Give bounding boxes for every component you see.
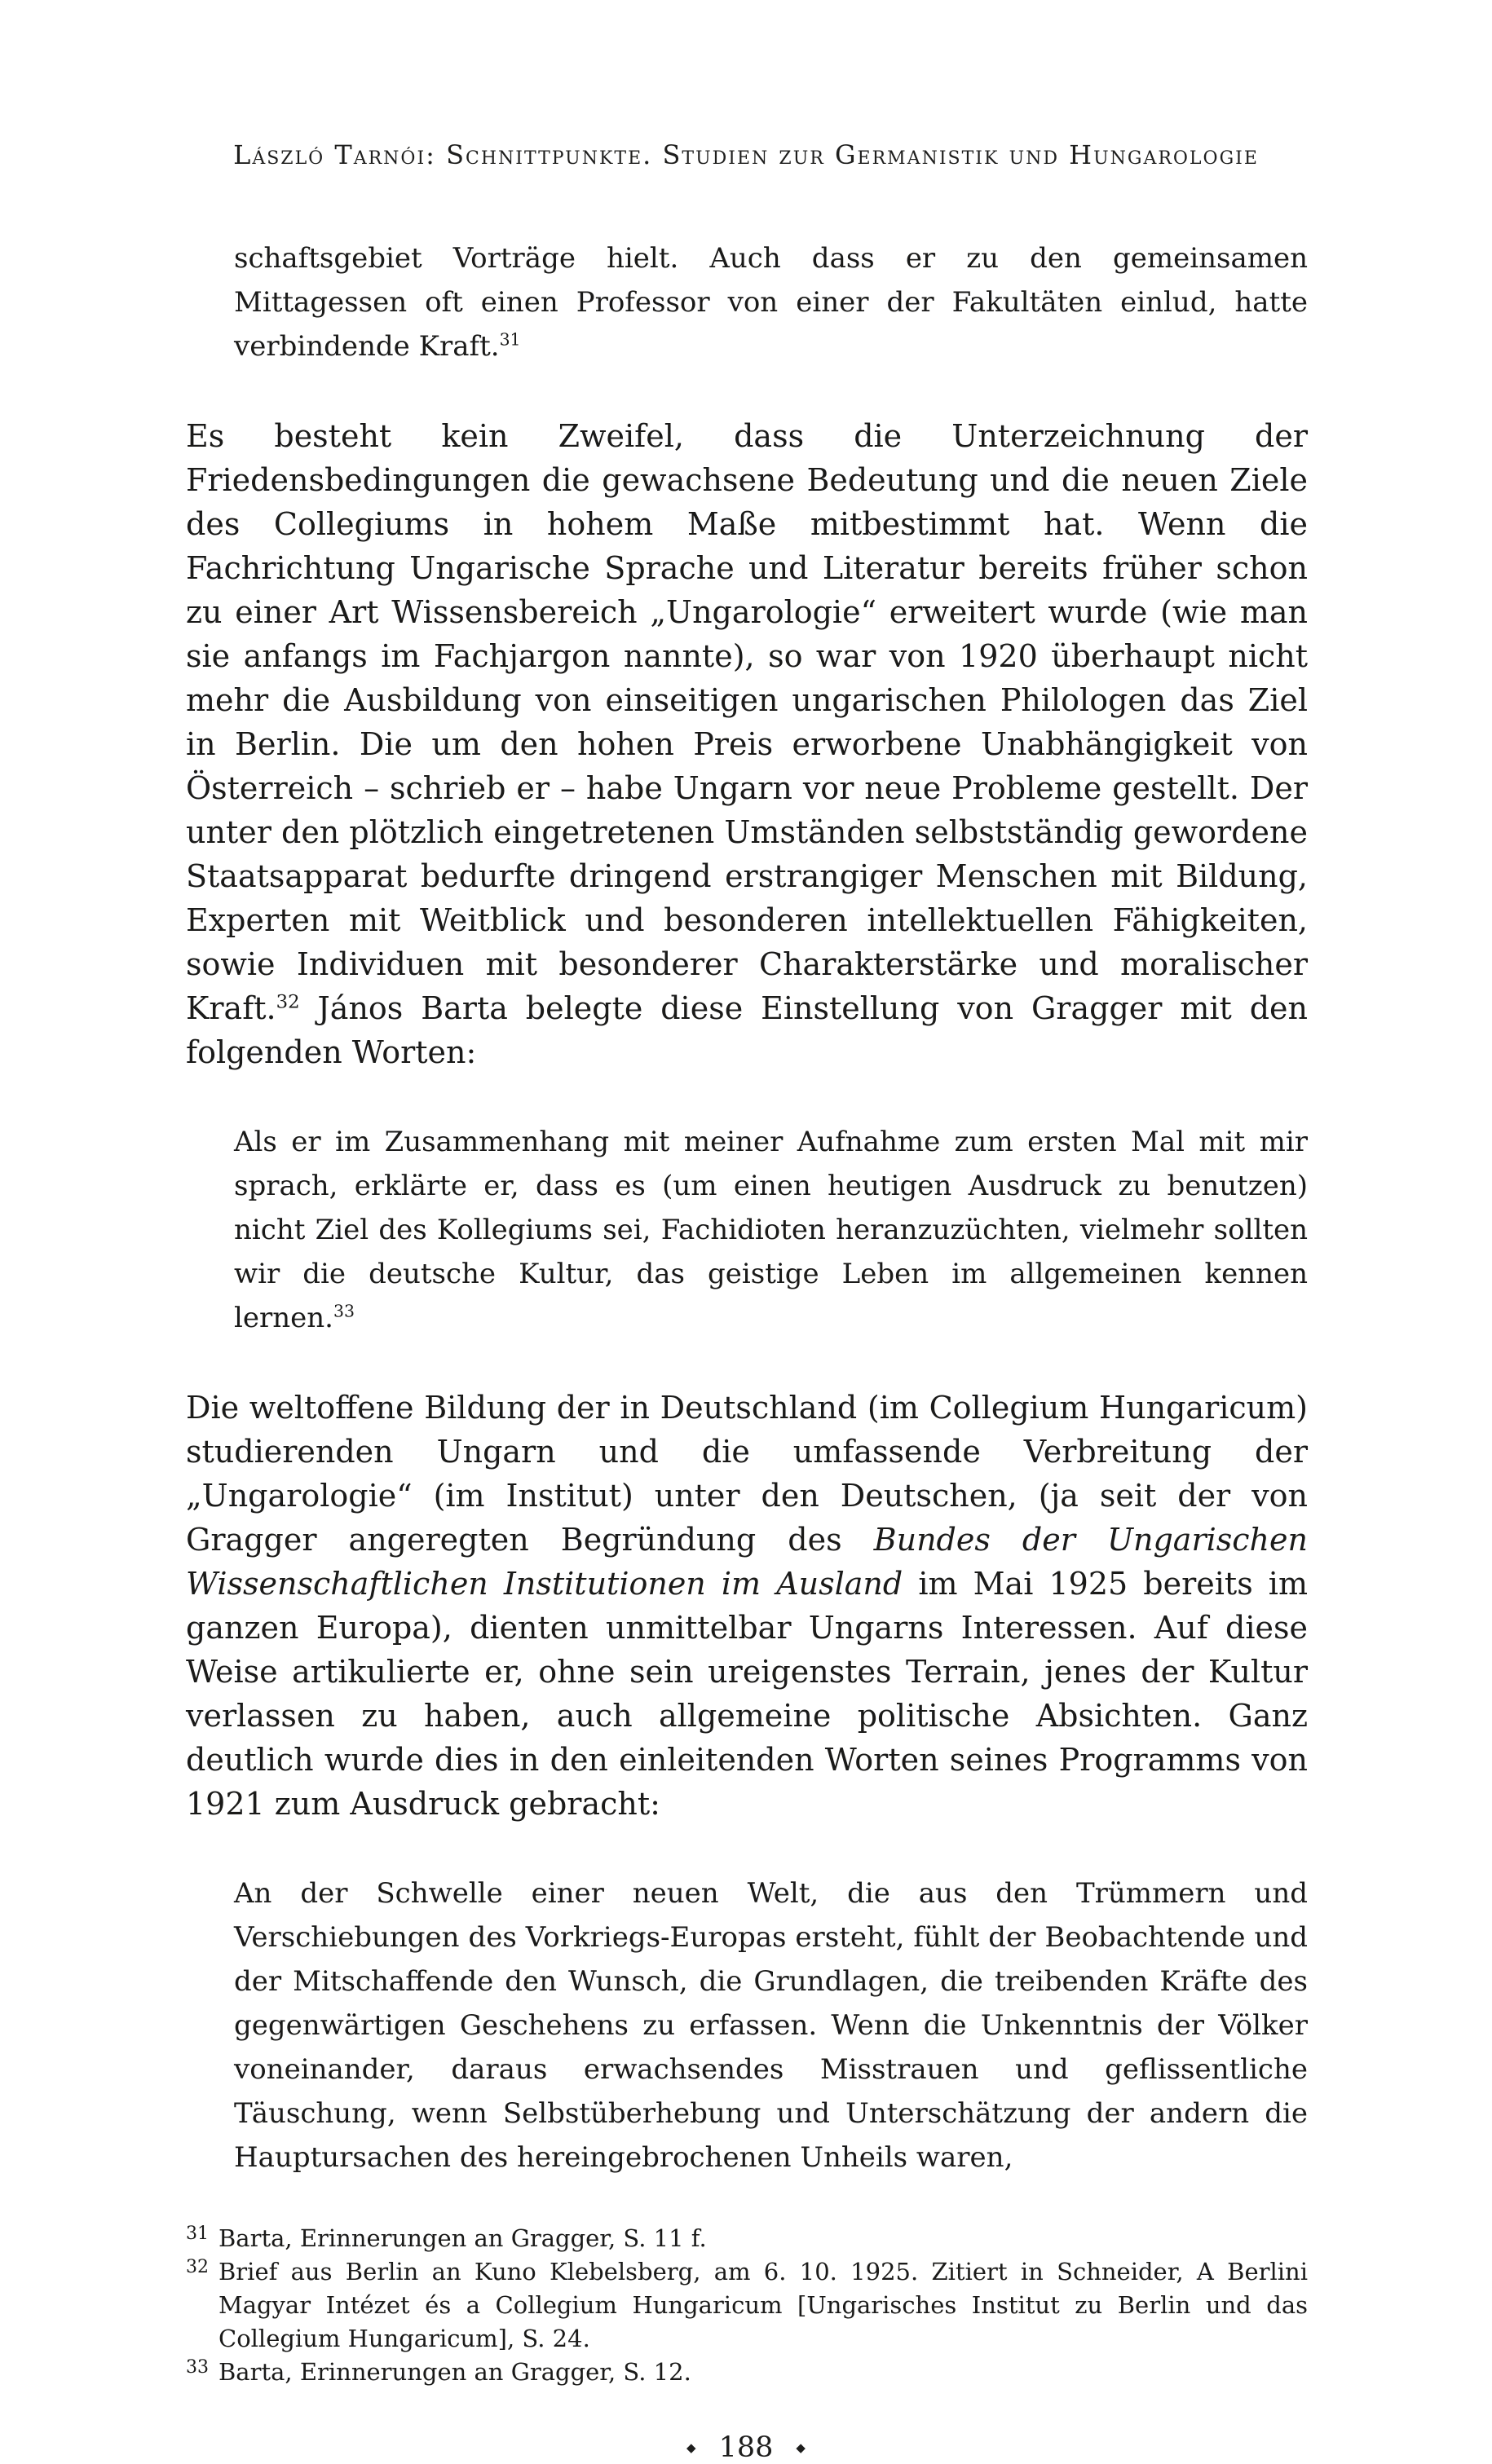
footnote-text: Brief aus Berlin an Kuno Klebelsberg, am 6. 10. 1925. Zitiert in Schneider, A Berlini Magyar Intézet és a Collegium Hungaricum [Ungarisches Institut zu Berlin und das Collegium Hungaricum], S. 24. — [219, 2258, 1308, 2352]
text-run: Die weltoffene Bildung der in Deutschland (im Collegium Hungaricum) studierenden Ungarn und die umfassende Verbreitung der „Ungarologie“ (im Institut) unter den Deutschen, (ja seit der von Gragger angeregten Begründung des — [186, 1390, 1308, 1558]
text-run: János Barta belegte diese Einstellung von Gragger mit den folgenden Worten: — [186, 990, 1308, 1070]
footnotes — [186, 2222, 1308, 2389]
page-footer — [0, 2431, 1492, 2464]
footnote-31 — [186, 2222, 1308, 2255]
footnote-number: 32 — [186, 2257, 209, 2277]
footnote-text: Barta, Erinnerungen an Gragger, S. 11 f. — [219, 2224, 707, 2252]
footnote-number: 31 — [186, 2224, 209, 2244]
text-run: Als er im Zusammenhang mit meiner Aufnahme zum ersten Mal mit mir sprach, erklärte er, dass es (um einen heutigen Ausdruck zu benutzen) nicht Ziel des Kollegiums sei, Fachidioten heranzuzüchten, vielmehr sollten wir die deutsche Kultur, das geistige Leben im allgemeinen kennen lernen. — [234, 1126, 1308, 1334]
block-quote-programm-1921 — [234, 1871, 1308, 2180]
page-number: 188 — [718, 2431, 774, 2464]
text-block — [186, 236, 1308, 2389]
block-quote-barta — [234, 1120, 1308, 1340]
text-run: im Mai 1925 bereits im ganzen Europa), dienten unmittelbar Ungarns Interessen. Auf diese Weise artikulierte er, ohne sein ureigenstes Terrain, jenes der Kultur verlassen zu haben, auch allgemeine politische Absichten. Ganz deutlich wurde dies in den einleitenden Worten seines Programms von 1921 zum Ausdruck gebracht: — [186, 1566, 1308, 1822]
footnote-ref-32: 32 — [276, 991, 300, 1013]
footnote-number: 33 — [186, 2357, 209, 2378]
running-head: László Tarnói: Schnittpunkte. Studien zur Germanistik und Hungarologie — [233, 139, 1259, 170]
text-run: An der Schwelle einer neuen Welt, die aus den Trümmern und Verschiebungen des Vorkriegs-Europas ersteht, fühlt der Beobachtende und der Mitschaffende den Wunsch, die Grundlagen, die treibenden Kräfte des gegenwärtigen Geschehens zu erfassen. Wenn die Unkenntnis der Völker voneinander, daraus erwachsendes Misstrauen und geflissentliche Täuschung, wenn Selbstüberhebung und Unterschätzung der andern die Hauptursachen des hereingebrochenen Unheils waren, — [234, 1877, 1308, 2174]
paragraph-2 — [186, 1386, 1308, 1826]
footnote-33 — [186, 2356, 1308, 2389]
diamond-ornament-right: ◆ — [796, 2440, 806, 2455]
footnote-ref-31: 31 — [499, 329, 521, 350]
diamond-ornament-left: ◆ — [686, 2440, 696, 2455]
footnote-32 — [186, 2255, 1308, 2356]
text-run: schaftsgebiet Vorträge hielt. Auch dass er zu den gemeinsamen Mittagessen oft einen Professor von einer der Fakultäten einlud, hatte verbindende Kraft. — [234, 242, 1308, 363]
footnote-ref-33: 33 — [333, 1301, 355, 1321]
footnote-text: Barta, Erinnerungen an Gragger, S. 12. — [219, 2358, 691, 2386]
paragraph-1 — [186, 414, 1308, 1074]
content-blocks — [186, 236, 1308, 2180]
text-run: Es besteht kein Zweifel, dass die Unterzeichnung der Friedensbedingungen die gewachsene Bedeutung und die neuen Ziele des Collegiums in hohem Maße mitbestimmt hat. Wenn die Fachrichtung Ungarische Sprache und Literatur bereits früher schon zu einer Art Wissensbereich „Ungarologie“ erweitert wurde (wie man sie anfangs im Fachjargon nannte), so war von 1920 überhaupt nicht mehr die Ausbildung von einseitigen ungarischen Philologen das Ziel in Berlin. Die um den hohen Preis erworbene Unabhängigkeit von Österreich – schrieb er – habe Ungarn vor neue Probleme gestellt. Der unter den plötzlich eingetretenen Umständen selbstständig gewordene Staatsapparat bedurfte dringend erstrangiger Menschen mit Bildung, Experten mit Weitblick und besonderen intellektuellen Fähigkeiten, sowie Individuen mit besonderer Charakterstärke und moralischer Kraft. — [186, 418, 1308, 1026]
quote-continuation — [234, 236, 1308, 368]
italic-text: Bundes der Ungarischen Wissenschaftlichen Institutionen im Ausland — [186, 1522, 1308, 1602]
